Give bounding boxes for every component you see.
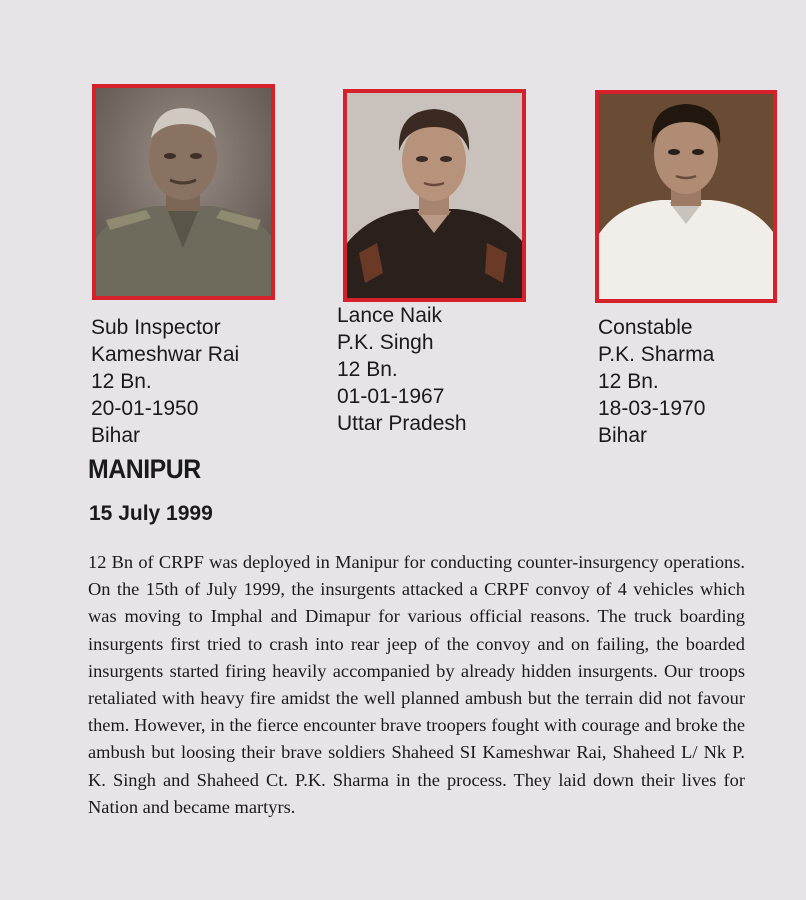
caption-pk-sharma	[598, 314, 714, 449]
date-of-birth: 20-01-1950	[91, 397, 199, 420]
person-name: P.K. Singh	[337, 331, 434, 354]
home-state: Uttar Pradesh	[337, 412, 467, 435]
unit-label: 12 Bn.	[91, 370, 152, 393]
home-state: Bihar	[91, 424, 141, 447]
body-paragraph: 12 Bn of CRPF was deployed in Manipur for conducting counter-insurgency operations. On the 15th of July 1999, the insurgents attacked a CRPF convoy of 4 vehicles which was moving to Imphal and Dimapur for various official reasons. The truck boarding insurgents first tried to crash into rear jeep of the convoy and on failing, the boarded insurgents started firing heavily accompanied by already hidden insurgents. Our troops retaliated with heavy fire amidst the well planned ambush but the terrain did not favour them. However, in the fierce encounter brave troopers fought with courage and broke the ambush but loosing their brave soldiers Shaheed SI Kameshwar Rai, Shaheed L/ Nk P. K. Singh and Shaheed Ct. P.K. Sharma in the process. They laid down their lives for Nation and became martyrs.	[88, 552, 745, 817]
person-name: P.K. Sharma	[598, 343, 715, 366]
page-title: MANIPUR	[88, 454, 201, 484]
unit-label: 12 Bn.	[598, 370, 659, 393]
person-name: Kameshwar Rai	[91, 343, 240, 366]
event-date: 15 July 1999	[89, 502, 213, 525]
home-state: Bihar	[598, 424, 648, 447]
unit-label: 12 Bn.	[337, 358, 398, 381]
portrait-photo-kameshwar-rai	[92, 84, 275, 300]
date-of-birth: 18-03-1970	[598, 397, 706, 420]
date-of-birth: 01-01-1967	[337, 385, 445, 408]
rank-label: Constable	[598, 316, 693, 339]
rank-label: Sub Inspector	[91, 316, 221, 339]
caption-pk-singh	[337, 302, 467, 437]
rank-label: Lance Naik	[337, 304, 443, 327]
portrait-photo-pk-singh	[343, 89, 526, 302]
portrait-photo-pk-sharma	[595, 90, 777, 303]
caption-kameshwar-rai	[91, 314, 239, 449]
